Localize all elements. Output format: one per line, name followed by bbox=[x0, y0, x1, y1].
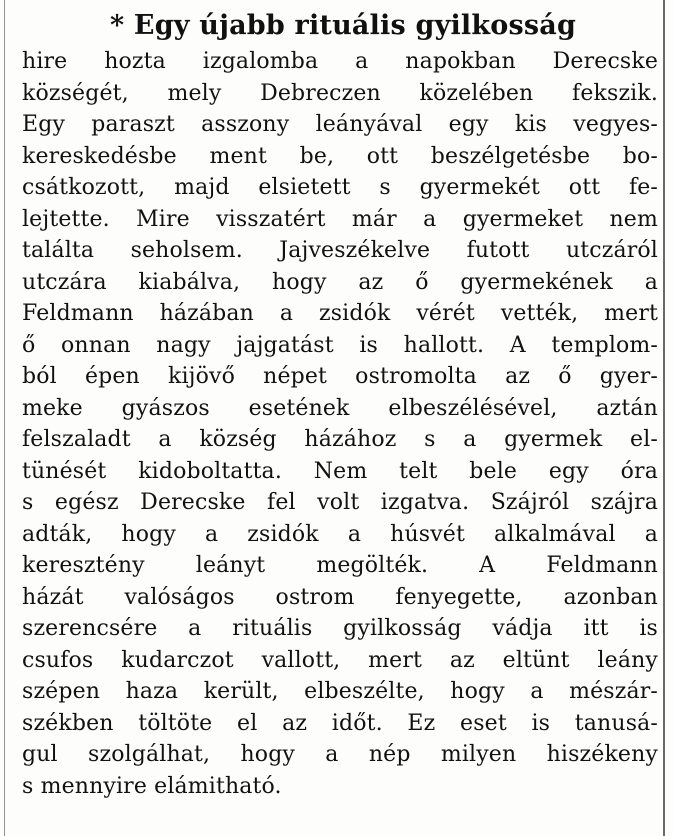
body-line: s egész Derecske fel volt izgatva. Szájról szájra bbox=[22, 490, 658, 515]
body-line: gul szolgálhat, hogy a nép milyen hiszékeny bbox=[22, 742, 658, 767]
body-line: községét, mely Debreczen közelében fekszik. bbox=[22, 80, 658, 106]
body-line: szerencsére a rituális gyilkosság vádja itt is bbox=[22, 616, 658, 641]
news-article bbox=[22, 6, 658, 802]
body-line: Egy paraszt asszony leányával egy kis vegyes- bbox=[22, 112, 658, 137]
body-line: keresztény leányt megölték. A Feldmann bbox=[22, 553, 658, 578]
body-line: lejtette. Mire visszatért már a gyermeket nem bbox=[22, 206, 658, 232]
body-line: szépen haza került, elbeszélte, hogy a mészár- bbox=[22, 679, 658, 704]
body-line: hire hozta izgalomba a napokban Derecske bbox=[22, 49, 658, 74]
body-line: tünését kidoboltatta. Nem telt bele egy óra bbox=[22, 458, 658, 484]
body-line: találta seholsem. Jajveszékelve futott utczáról bbox=[22, 238, 658, 263]
body-line: székben töltöte el az időt. Ez eset is tanusá- bbox=[22, 710, 658, 736]
body-line: csátkozott, majd elsietett s gyermekét ott fe- bbox=[22, 175, 658, 200]
body-line: csufos kudarczot vallott, mert az eltünt leány bbox=[22, 647, 658, 673]
column-rule-right bbox=[663, 0, 665, 836]
article-headline: * Egy újabb rituális gyilkosság bbox=[110, 10, 577, 41]
body-line: utczára kiabálva, hogy az ő gyermekének a bbox=[22, 269, 658, 295]
body-line: ból épen kijövő népet ostromolta az ő gyer- bbox=[22, 364, 658, 389]
body-line: kereskedésbe ment be, ott beszélgetésbe bo- bbox=[22, 143, 658, 169]
body-line: adták, hogy a zsidók a húsvét alkalmával a bbox=[22, 521, 658, 547]
body-line: házát valóságos ostrom fenyegette, azonban bbox=[22, 584, 658, 610]
body-line: Feldmann házában a zsidók vérét vették, mert bbox=[22, 301, 658, 326]
body-line-last: s mennyire elámitható. bbox=[22, 773, 282, 799]
body-line: ő onnan nagy jajgatást is hallott. A templom- bbox=[22, 332, 658, 358]
column-rule-left bbox=[4, 0, 5, 836]
article-body bbox=[22, 46, 658, 802]
body-line: felszaladt a község házához s a gyermek el- bbox=[22, 427, 658, 452]
body-line: meke gyászos esetének elbeszélésével, aztán bbox=[22, 395, 658, 421]
